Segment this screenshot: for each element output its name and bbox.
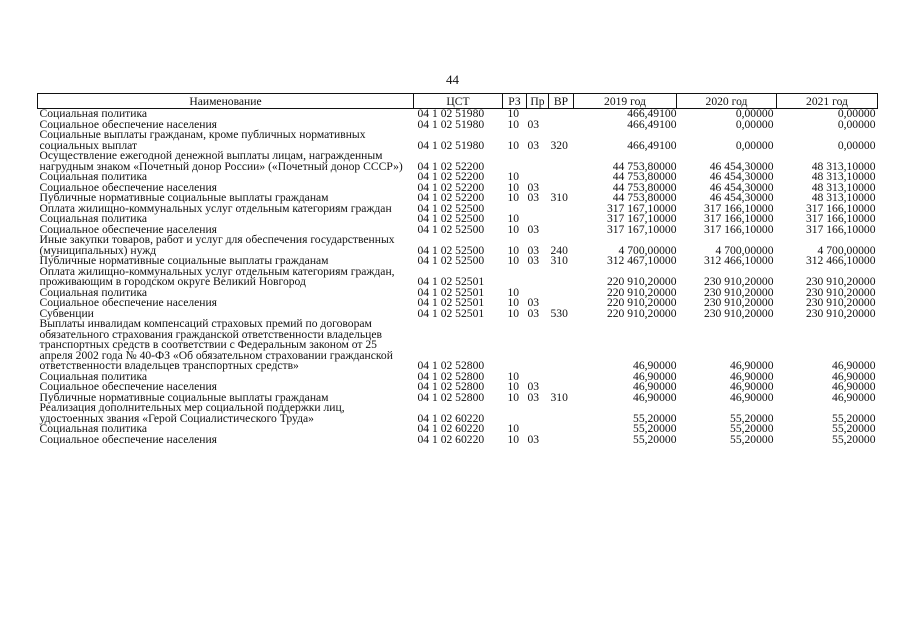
cell-2021: 55,20000 xyxy=(832,411,876,425)
cell-2019: 220 910,20000 xyxy=(606,306,677,320)
cell-rz: 10 xyxy=(507,191,520,204)
cell-2019: 220 910,20000 xyxy=(606,285,677,299)
budget-table xyxy=(37,93,878,445)
cell-2021: 48 313,10000 xyxy=(811,170,876,183)
cell-pr: 03 xyxy=(527,254,540,267)
cell-csr: 04 1 02 52800 xyxy=(417,369,485,383)
cell-2019: 466,49100 xyxy=(627,117,677,131)
cell-2021: 48 313,10000 xyxy=(811,159,876,173)
cell-2020: 317 166,10000 xyxy=(703,201,774,215)
cell-2021: 230 910,20000 xyxy=(805,296,876,309)
table-row xyxy=(38,435,878,446)
cell-csr: 04 1 02 52200 xyxy=(417,191,485,204)
cell-2019: 466,49100 xyxy=(627,107,677,120)
cell-vr xyxy=(549,204,574,215)
cell-2021: 312 466,10000 xyxy=(805,254,876,267)
cell-pr: 03 xyxy=(527,180,540,194)
cell-name: Реализация дополнительных мер социальной поддержки лиц, удостоенных звания «Герой Социалистического Труда» xyxy=(39,401,345,425)
cell-rz: 10 xyxy=(507,107,520,120)
table-row xyxy=(38,151,878,172)
cell-pr xyxy=(527,403,549,424)
cell-rz: 10 xyxy=(507,243,520,257)
cell-rz: 10 xyxy=(507,117,520,131)
cell-2019: 44 753,80000 xyxy=(612,191,677,204)
cell-vr xyxy=(549,288,574,299)
cell-pr: 03 xyxy=(527,243,540,257)
cell-name: Социальное обеспечение населения xyxy=(39,117,218,131)
cell-2019: 55,20000 xyxy=(633,422,677,435)
cell-2021: 0,00000 xyxy=(837,138,876,152)
cell-csr: 04 1 02 52800 xyxy=(417,359,485,372)
cell-2021: 46,90000 xyxy=(832,359,876,372)
cell-name: Социальное обеспечение населения xyxy=(39,222,218,236)
cell-2020: 0,00000 xyxy=(735,138,774,152)
header-2021: 2021 год xyxy=(777,94,878,109)
cell-2020: 230 910,20000 xyxy=(703,296,774,309)
cell-2021: 230 910,20000 xyxy=(805,285,876,299)
cell-name: Социальное обеспечение населения xyxy=(39,180,218,194)
table-body xyxy=(38,109,878,446)
cell-vr: 240 xyxy=(550,243,568,257)
cell-name: Социальная политика xyxy=(39,170,148,183)
cell-2021: 230 910,20000 xyxy=(805,275,876,288)
cell-rz: 10 xyxy=(507,296,520,309)
cell-2019: 317 167,10000 xyxy=(606,212,677,225)
header-pr: Пр xyxy=(527,94,549,109)
cell-rz xyxy=(503,151,527,172)
cell-name: Социальные выплаты гражданам, кроме публичных нормативных социальных выплат xyxy=(39,128,366,152)
cell-2020: 55,20000 xyxy=(730,422,774,435)
cell-2020: 46,90000 xyxy=(730,369,774,383)
cell-rz xyxy=(503,267,527,288)
cell-rz: 10 xyxy=(507,380,520,393)
cell-2020: 46 454,30000 xyxy=(709,180,774,194)
cell-csr: 04 1 02 60220 xyxy=(417,422,485,435)
cell-2019: 317 167,10000 xyxy=(606,222,677,236)
cell-vr xyxy=(549,435,574,446)
cell-vr: 310 xyxy=(550,390,568,404)
cell-2019: 46,90000 xyxy=(633,359,677,372)
cell-2020: 0,00000 xyxy=(735,117,774,131)
cell-vr xyxy=(549,151,574,172)
cell-2020: 46 454,30000 xyxy=(709,191,774,204)
cell-2020: 4 700,00000 xyxy=(715,243,774,257)
cell-name: Социальное обеспечение населения xyxy=(39,432,218,446)
cell-2021: 230 910,20000 xyxy=(805,306,876,320)
cell-2021: 48 313,10000 xyxy=(811,191,876,204)
cell-rz: 10 xyxy=(507,170,520,183)
cell-vr xyxy=(549,267,574,288)
page-number: 44 xyxy=(446,72,459,87)
cell-name: Выплаты инвалидам компенсаций страховых премий по договорам обязательного страхования гражданской ответственности владельцев транспортных средств в соответствии с Федеральным законом от 25 апреля 2002 года № 40-ФЗ «Об обязательном страховании гражданской ответственности владельцев транспортных средств» xyxy=(39,317,393,372)
cell-2019: 46,90000 xyxy=(633,390,677,404)
cell-name: Оплата жилищно-коммунальных услуг отдельным категориям граждан xyxy=(39,201,392,215)
cell-2020: 230 910,20000 xyxy=(703,275,774,288)
cell-name: Социальное обеспечение населения xyxy=(39,296,218,309)
cell-csr: 04 1 02 52800 xyxy=(417,380,485,393)
cell-rz: 10 xyxy=(507,254,520,267)
cell-pr: 03 xyxy=(527,306,540,320)
cell-2021: 317 166,10000 xyxy=(805,222,876,236)
cell-name: Социальная политика xyxy=(39,285,148,299)
cell-2019: 46,90000 xyxy=(633,369,677,383)
cell-pr: 03 xyxy=(527,117,540,131)
cell-2020: 55,20000 xyxy=(730,432,774,446)
cell-2019: 466,49100 xyxy=(627,138,677,152)
cell-csr: 04 1 02 52500 xyxy=(417,222,485,236)
cell-csr: 04 1 02 52501 xyxy=(417,285,485,299)
cell-pr xyxy=(527,204,549,215)
cell-2019: 317 167,10000 xyxy=(606,201,677,215)
cell-2020: 230 910,20000 xyxy=(703,306,774,320)
cell-vr xyxy=(549,403,574,424)
cell-2021: 55,20000 xyxy=(832,422,876,435)
cell-csr: 04 1 02 52200 xyxy=(417,170,485,183)
cell-pr xyxy=(527,151,549,172)
cell-name: Социальная политика xyxy=(39,212,148,225)
cell-pr: 03 xyxy=(527,191,540,204)
cell-2021: 46,90000 xyxy=(832,390,876,404)
cell-csr: 04 1 02 52200 xyxy=(417,159,485,173)
cell-2021: 46,90000 xyxy=(832,380,876,393)
header-name: Наименование xyxy=(38,94,414,109)
header-csr: ЦСТ xyxy=(414,94,503,109)
cell-name: Публичные нормативные социальные выплаты гражданам xyxy=(39,191,329,204)
cell-csr: 04 1 02 51980 xyxy=(417,138,485,152)
cell-2021: 48 313,10000 xyxy=(811,180,876,194)
cell-rz: 10 xyxy=(507,432,520,446)
cell-2019: 312 467,10000 xyxy=(606,254,677,267)
cell-vr xyxy=(549,319,574,372)
cell-vr xyxy=(549,172,574,183)
cell-2019: 44 753,80000 xyxy=(612,159,677,173)
cell-name: Публичные нормативные социальные выплаты гражданам xyxy=(39,254,329,267)
cell-rz: 10 xyxy=(507,390,520,404)
cell-vr: 310 xyxy=(550,191,568,204)
cell-2020: 55,20000 xyxy=(730,411,774,425)
cell-csr: 04 1 02 52500 xyxy=(417,212,485,225)
cell-rz: 10 xyxy=(507,138,520,152)
cell-vr xyxy=(549,372,574,383)
cell-name: Оплата жилищно-коммунальных услуг отдельным категориям граждан, проживающим в городском округе Великий Новгород xyxy=(39,264,395,288)
cell-name: Субвенции xyxy=(39,306,94,320)
cell-csr: 04 1 02 60220 xyxy=(417,432,485,446)
cell-rz xyxy=(503,319,527,372)
cell-2019: 220 910,20000 xyxy=(606,296,677,309)
table-row xyxy=(38,403,878,424)
cell-rz: 10 xyxy=(507,285,520,299)
cell-2020: 46 454,30000 xyxy=(709,170,774,183)
cell-pr xyxy=(527,267,549,288)
cell-rz: 10 xyxy=(507,422,520,435)
cell-pr: 03 xyxy=(527,138,540,152)
header-rz: РЗ xyxy=(503,94,527,109)
cell-name: Социальная политика xyxy=(39,422,148,435)
table-row xyxy=(38,319,878,372)
header-vr: ВР xyxy=(549,94,574,109)
cell-rz xyxy=(503,403,527,424)
cell-name: Социальная политика xyxy=(39,369,148,383)
cell-2020: 317 166,10000 xyxy=(703,222,774,236)
cell-name: Социальное обеспечение населения xyxy=(39,380,218,393)
cell-csr: 04 1 02 52500 xyxy=(417,243,485,257)
cell-name: Иные закупки товаров, работ и услуг для обеспечения государственных (муниципальных) нужд xyxy=(39,233,395,257)
cell-2021: 317 166,10000 xyxy=(805,201,876,215)
cell-vr xyxy=(549,109,574,120)
cell-rz: 10 xyxy=(507,369,520,383)
cell-2020: 46,90000 xyxy=(730,390,774,404)
table-row xyxy=(38,267,878,288)
cell-pr: 03 xyxy=(527,296,540,309)
cell-2020: 0,00000 xyxy=(735,107,774,120)
cell-pr: 03 xyxy=(527,222,540,236)
cell-2020: 46,90000 xyxy=(730,359,774,372)
cell-2019: 46,90000 xyxy=(633,380,677,393)
cell-vr xyxy=(549,424,574,435)
cell-2020: 230 910,20000 xyxy=(703,285,774,299)
table-row xyxy=(38,235,878,256)
cell-vr xyxy=(549,214,574,225)
cell-csr: 04 1 02 51980 xyxy=(417,117,485,131)
cell-rz: 10 xyxy=(507,212,520,225)
cell-2021: 55,20000 xyxy=(832,432,876,446)
table-row xyxy=(38,130,878,151)
cell-pr xyxy=(527,319,549,372)
cell-2019: 44 753,80000 xyxy=(612,180,677,194)
cell-pr: 03 xyxy=(527,380,540,393)
cell-vr: 310 xyxy=(550,254,568,267)
header-2020: 2020 год xyxy=(677,94,777,109)
cell-csr: 04 1 02 52500 xyxy=(417,254,485,267)
cell-2021: 0,00000 xyxy=(837,117,876,131)
cell-csr: 04 1 02 52800 xyxy=(417,390,485,404)
cell-pr: 03 xyxy=(527,432,540,446)
cell-2021: 0,00000 xyxy=(837,107,876,120)
cell-rz: 10 xyxy=(507,180,520,194)
cell-csr: 04 1 02 60220 xyxy=(417,411,485,425)
cell-2019: 220 910,20000 xyxy=(606,275,677,288)
header-2019: 2019 год xyxy=(574,94,677,109)
cell-vr: 320 xyxy=(550,138,568,152)
cell-2020: 46,90000 xyxy=(730,380,774,393)
cell-csr: 04 1 02 52501 xyxy=(417,296,485,309)
cell-2020: 317 166,10000 xyxy=(703,212,774,225)
cell-2021: 46,90000 xyxy=(832,369,876,383)
cell-2019: 55,20000 xyxy=(633,411,677,425)
cell-name: Социальная политика xyxy=(39,107,148,120)
cell-csr: 04 1 02 52200 xyxy=(417,180,485,194)
cell-name: Публичные нормативные социальные выплаты гражданам xyxy=(39,390,329,404)
cell-2019: 44 753,80000 xyxy=(612,170,677,183)
cell-pr: 03 xyxy=(527,390,540,404)
cell-rz: 10 xyxy=(507,222,520,236)
cell-csr: 04 1 02 52500 xyxy=(417,201,485,215)
cell-2019: 4 700,00000 xyxy=(618,243,677,257)
cell-csr: 04 1 02 52501 xyxy=(417,275,485,288)
cell-rz: 10 xyxy=(507,306,520,320)
cell-2019: 55,20000 xyxy=(633,432,677,446)
cell-vr xyxy=(549,225,574,236)
cell-csr: 04 1 02 51980 xyxy=(417,107,485,120)
cell-vr xyxy=(549,120,574,131)
cell-vr: 530 xyxy=(550,306,568,320)
cell-2020: 46 454,30000 xyxy=(709,159,774,173)
cell-name: Осуществление ежегодной денежной выплаты лицам, награжденным нагрудным знаком «Почетный донор России» («Почетный донор СССР») xyxy=(39,149,403,173)
cell-csr: 04 1 02 52501 xyxy=(417,306,485,320)
cell-2021: 4 700,00000 xyxy=(817,243,876,257)
cell-2021: 317 166,10000 xyxy=(805,212,876,225)
cell-2020: 312 466,10000 xyxy=(703,254,774,267)
